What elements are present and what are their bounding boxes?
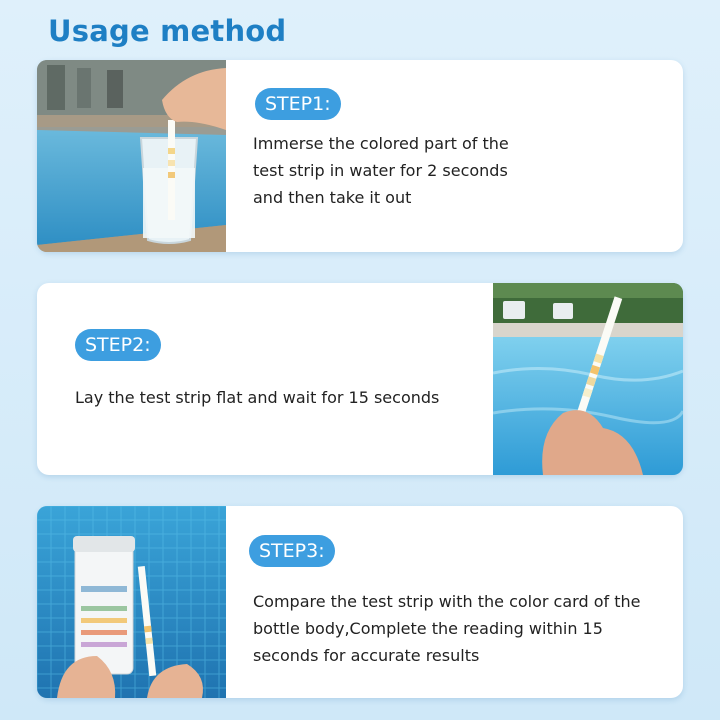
step-3-line-2: bottle body,Complete the reading within 15: [253, 619, 603, 638]
step-1-line-3: and then take it out: [253, 188, 412, 207]
step-1-line-2: test strip in water for 2 seconds: [253, 161, 508, 180]
step-1-card: [37, 60, 683, 252]
step-2-description: [75, 384, 495, 411]
step-1-description: [253, 130, 553, 211]
step-3-photo: [37, 506, 226, 698]
step-2-photo: [493, 283, 683, 475]
step-3-card: [37, 506, 683, 698]
step-1-badge: STEP1:: [255, 88, 341, 120]
step-1-line-1: Immerse the colored part of the: [253, 134, 509, 153]
step-2-badge: STEP2:: [75, 329, 161, 361]
step-1-photo: [37, 60, 226, 252]
step-3-line-3: seconds for accurate results: [253, 646, 480, 665]
step-2-line-1: Lay the test strip flat and wait for 15 seconds: [75, 388, 440, 407]
page-title: Usage method: [48, 14, 287, 48]
step-3-badge: STEP3:: [249, 535, 335, 567]
step-2-card: [37, 283, 683, 475]
step-3-description: [253, 588, 673, 669]
step-3-line-1: Compare the test strip with the color card of the: [253, 592, 641, 611]
